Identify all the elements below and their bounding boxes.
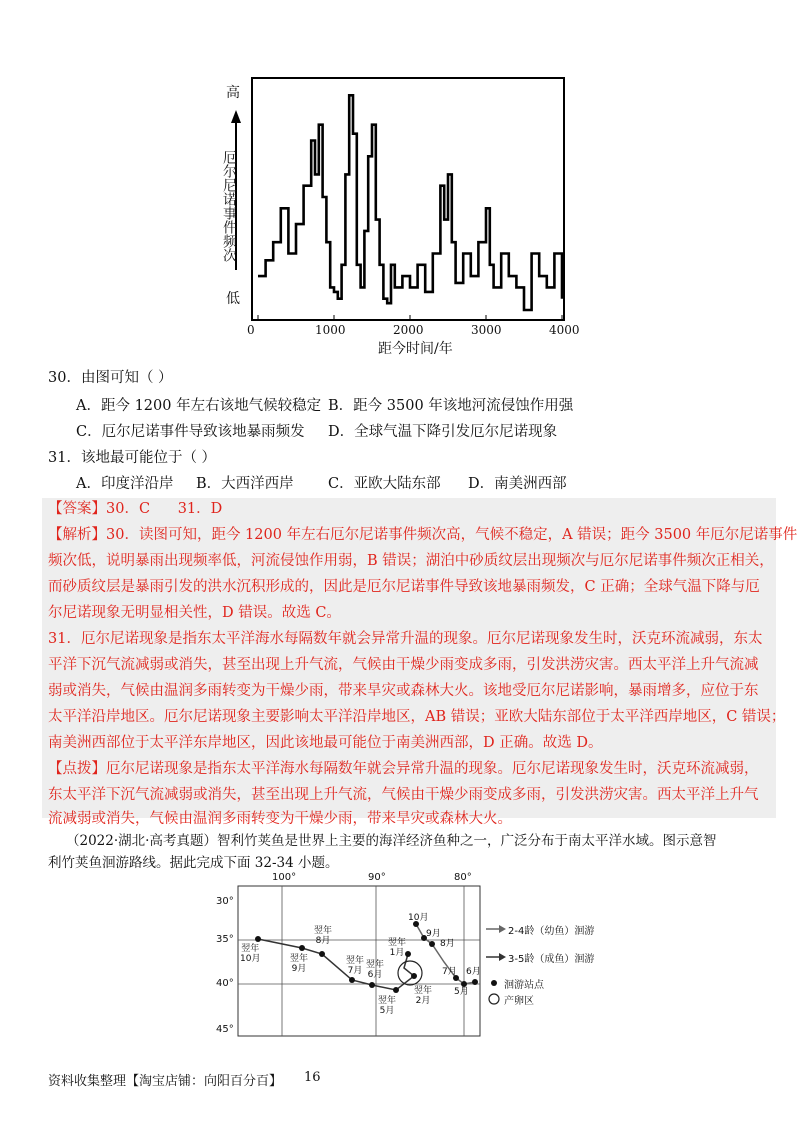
x-tick-label: 2000 (393, 323, 424, 337)
station-dots (255, 921, 478, 993)
q31-option-b: B．大西洋西岸 (196, 476, 294, 492)
page-number: 16 (304, 1070, 321, 1085)
footer-source: 资料收集整理【淘宝店铺：向阳百分百】 (48, 1074, 283, 1089)
q31-option-c: C．亚欧大陆东部 (328, 476, 441, 492)
analysis-line: 平洋下沉气流减弱或消失，甚至出现上升气流，气候由干燥少雨变成多雨，引发洪涝灾害。西太平洋上升气流减 (48, 657, 759, 673)
station-label: 翌年 9月 (290, 954, 309, 974)
analysis-text: 30．读图可知，距今 1200 年左右厄尔尼诺事件频次高，气候不稳定，A 错误；距今 3500 年厄尔尼诺事件 (106, 527, 798, 543)
station-dot (472, 979, 478, 985)
x-axis-label: 距今时间/年 (378, 341, 453, 357)
station-label: 9月 (426, 929, 441, 939)
answer-text: 30．C 31．D (106, 501, 223, 517)
legend-station-dot (491, 980, 497, 986)
lat-label: 35° (216, 934, 234, 945)
tip-line: 流减弱或消失，气候由温润多雨转变为干燥少雨，带来旱灾或森林大火。 (48, 811, 512, 827)
station-label: 8月 (440, 939, 455, 949)
station-label: 翌年 8月 (314, 926, 333, 946)
legend-adult-label: 3-5龄（成鱼）洄游 (508, 954, 595, 965)
analysis-line: 南美洲西部位于太平洋东岸地区，因此该地最可能位于南美洲西部，D 正确。故选 D。 (48, 735, 603, 751)
lat-label: 30° (216, 896, 234, 907)
analysis-line (48, 522, 798, 548)
answer-tag: 【答案】 (48, 501, 106, 517)
analysis-line: 弱或消失，气候由温润多雨转变为干燥少雨，带来旱灾或森林大火。该地受厄尔尼诺影响，暴雨增多，应位于东 (48, 683, 759, 699)
station-label: 翌年 7月 (346, 956, 365, 976)
q30-option-d: D．全球气温下降引发厄尔尼诺现象 (328, 424, 558, 440)
answer-line (48, 496, 770, 522)
station-label: 6月 (466, 967, 481, 977)
analysis-line: 而砂质纹层是暴雨引发的洪水沉积形成的，因此是厄尔尼诺事件导致该地暴雨频发，C 正确；全球气温下降与厄 (48, 579, 760, 595)
station-label: 翌年 1月 (388, 938, 407, 958)
station-dot (393, 987, 399, 993)
station-label: 7月 (442, 967, 457, 977)
analysis-line: 尔尼诺现象无明显相关性，D 错误。故选 C。 (48, 605, 341, 621)
station-dot (429, 941, 435, 947)
analysis-line: 31．厄尔尼诺现象是指东太平洋海水每隔数年就会异常升温的现象。厄尔尼诺现象发生时，沃克环流减弱，东太 (48, 631, 763, 647)
q30-stem: 30．由图可知（ ） (48, 370, 173, 386)
station-label: 翌年 6月 (366, 960, 385, 980)
analysis-line: 太平洋沿岸地区。厄尔尼诺现象主要影响太平洋沿岸地区，AB 错误；亚欧大陆东部位于太平洋西岸地区，C 错误； (48, 709, 786, 725)
q30-option-c: C．厄尔尼诺事件导致该地暴雨频发 (76, 424, 305, 440)
legend-juvenile-label: 2-4龄（幼鱼）洄游 (508, 926, 595, 937)
tip-tag: 【点拨】 (48, 761, 106, 777)
lon-label: 80° (454, 872, 472, 883)
tip-line (48, 756, 770, 782)
x-tick-label: 0 (247, 323, 255, 337)
station-dot (349, 977, 355, 983)
station-label: 翌年 2月 (414, 986, 433, 1006)
station-label: 5月 (454, 987, 469, 997)
tip-text: 厄尔尼诺现象是指东太平洋海水每隔数年就会异常升温的现象。厄尔尼诺现象发生时，沃克环流减弱， (106, 761, 759, 777)
migration-map (210, 872, 610, 1042)
legend-juvenile-head (499, 925, 506, 933)
tip-line: 东太平洋下沉气流减弱或消失，甚至出现上升气流，气候由干燥少雨变成多雨，引发洪涝灾害。西太平洋上升气 (48, 787, 759, 803)
next-intro-line: （2022·湖北·高考真题）智利竹荚鱼是世界上主要的海洋经济鱼种之一，广泛分布于南太平洋水域。图示意智 (66, 833, 717, 849)
legend-spawn-label: 产卵区 (504, 996, 534, 1007)
lat-label: 45° (216, 1024, 234, 1035)
analysis-line: 频次低，说明暴雨出现频率低，河流侵蚀作用弱，B 错误；湖泊中砂质纹层出现频次与厄尔尼诺事件频次正相关， (48, 553, 774, 569)
station-dot (411, 973, 417, 979)
el-nino-frequency-chart (200, 60, 600, 360)
q31-option-d: D．南美洲西部 (468, 476, 567, 492)
legend-adult-head (499, 953, 506, 961)
station-label: 10月 (408, 913, 429, 923)
analysis-tag: 【解析】 (48, 527, 106, 543)
station-dot (369, 982, 375, 988)
legend-station-label: 洄游站点 (504, 980, 544, 991)
chart-svg (200, 60, 600, 360)
station-dot (299, 945, 305, 951)
y-arrow-head (231, 110, 241, 123)
station-dot (319, 951, 325, 957)
q30-option-a: A．距今 1200 年左右该地气候较稳定 (76, 398, 322, 414)
lon-label: 100° (272, 872, 297, 883)
station-dot (255, 936, 261, 942)
q31-option-a: A．印度洋沿岸 (76, 476, 174, 492)
station-label: 翌年 10月 (240, 944, 261, 964)
y-low-label: 低 (226, 291, 240, 307)
q30-option-b: B．距今 3500 年该地河流侵蚀作用强 (328, 398, 574, 414)
station-label: 翌年 5月 (378, 996, 397, 1016)
legend-spawn-circle (489, 994, 499, 1004)
lon-label: 90° (368, 872, 386, 883)
lat-label: 40° (216, 978, 234, 989)
next-intro-line: 利竹荚鱼洄游路线。据此完成下面 32-34 小题。 (48, 855, 339, 871)
x-tick-label: 1000 (315, 323, 346, 337)
x-tick-label: 3000 (471, 323, 502, 337)
y-axis-label: 厄尔尼诺事件频次 (221, 150, 237, 262)
q31-stem: 31．该地最可能位于（ ） (48, 450, 217, 466)
x-tick-label: 4000 (549, 323, 580, 337)
series-line (258, 95, 562, 310)
y-high-label: 高 (226, 85, 240, 101)
